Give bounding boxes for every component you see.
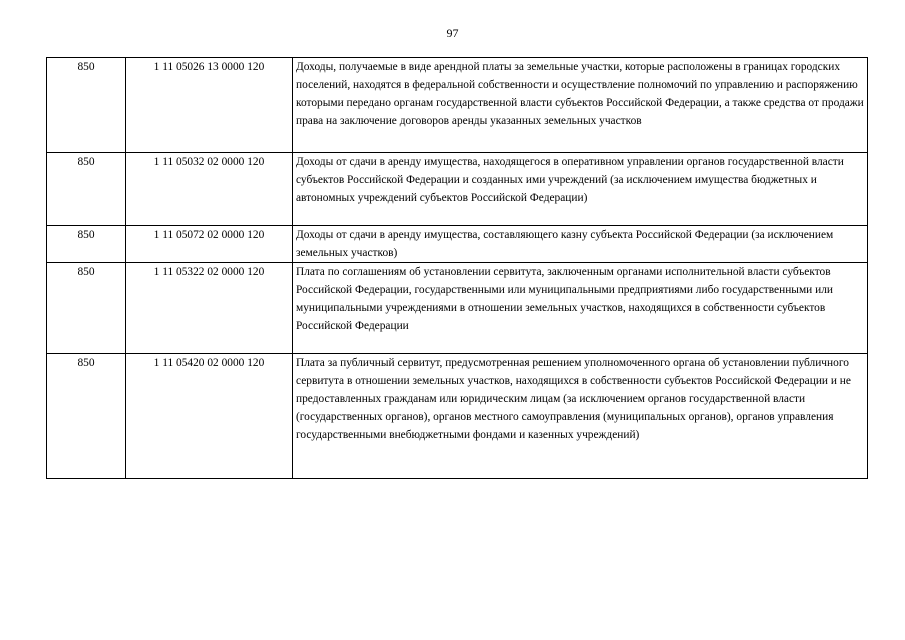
table-row (47, 58, 868, 153)
kbk-code-cell: 1 11 05322 02 0000 120 (126, 263, 293, 354)
table-row (47, 226, 868, 263)
description-cell: Доходы, получаемые в виде арендной платы за земельные участки, которые расположены в границах городских поселений, находятся в федеральной собственности и осуществление полномочий по управлению и распоряжению которыми передано органам государственной власти субъектов Российской Федерации, а также средства от продажи права на заключение договоров аренды указанных земельных участков (293, 58, 868, 153)
admin-code-cell: 850 (47, 226, 126, 263)
admin-code-cell: 850 (47, 153, 126, 226)
description-cell: Плата за публичный сервитут, предусмотренная решением уполномоченного органа об установлении публичного сервитута в отношении земельных участков, находящихся в собственности субъектов Российской Федерации и не предоставленных гражданам или юридическим лицам (за исключением органов государственной власти (государственных органов), органов местного самоуправления (муниципальных органов), органов управления государственными внебюджетными фондами и казенных учреждений) (293, 354, 868, 479)
kbk-code-cell: 1 11 05026 13 0000 120 (126, 58, 293, 153)
admin-code-cell: 850 (47, 58, 126, 153)
description-cell: Плата по соглашениям об установлении сервитута, заключенным органами исполнительной власти субъектов Российской Федерации, государственными или муниципальными предприятиями либо государственными или муниципальными учреждениями в отношении земельных участков, находящихся в собственности субъектов Российской Федерации (293, 263, 868, 354)
kbk-code-cell: 1 11 05420 02 0000 120 (126, 354, 293, 479)
admin-code-cell: 850 (47, 263, 126, 354)
kbk-code-cell: 1 11 05072 02 0000 120 (126, 226, 293, 263)
page-number: 97 (446, 26, 459, 40)
description-cell: Доходы от сдачи в аренду имущества, составляющего казну субъекта Российской Федерации (за исключением земельных участков) (293, 226, 868, 263)
description-cell: Доходы от сдачи в аренду имущества, находящегося в оперативном управлении органов государственной власти субъектов Российской Федерации и созданных ими учреждений (за исключением имущества бюджетных и автономных учреждений субъектов Российской Федерации) (293, 153, 868, 226)
revenue-codes-table (46, 57, 868, 479)
table-row (47, 263, 868, 354)
table-row (47, 354, 868, 479)
kbk-code-cell: 1 11 05032 02 0000 120 (126, 153, 293, 226)
admin-code-cell: 850 (47, 354, 126, 479)
table-row (47, 153, 868, 226)
